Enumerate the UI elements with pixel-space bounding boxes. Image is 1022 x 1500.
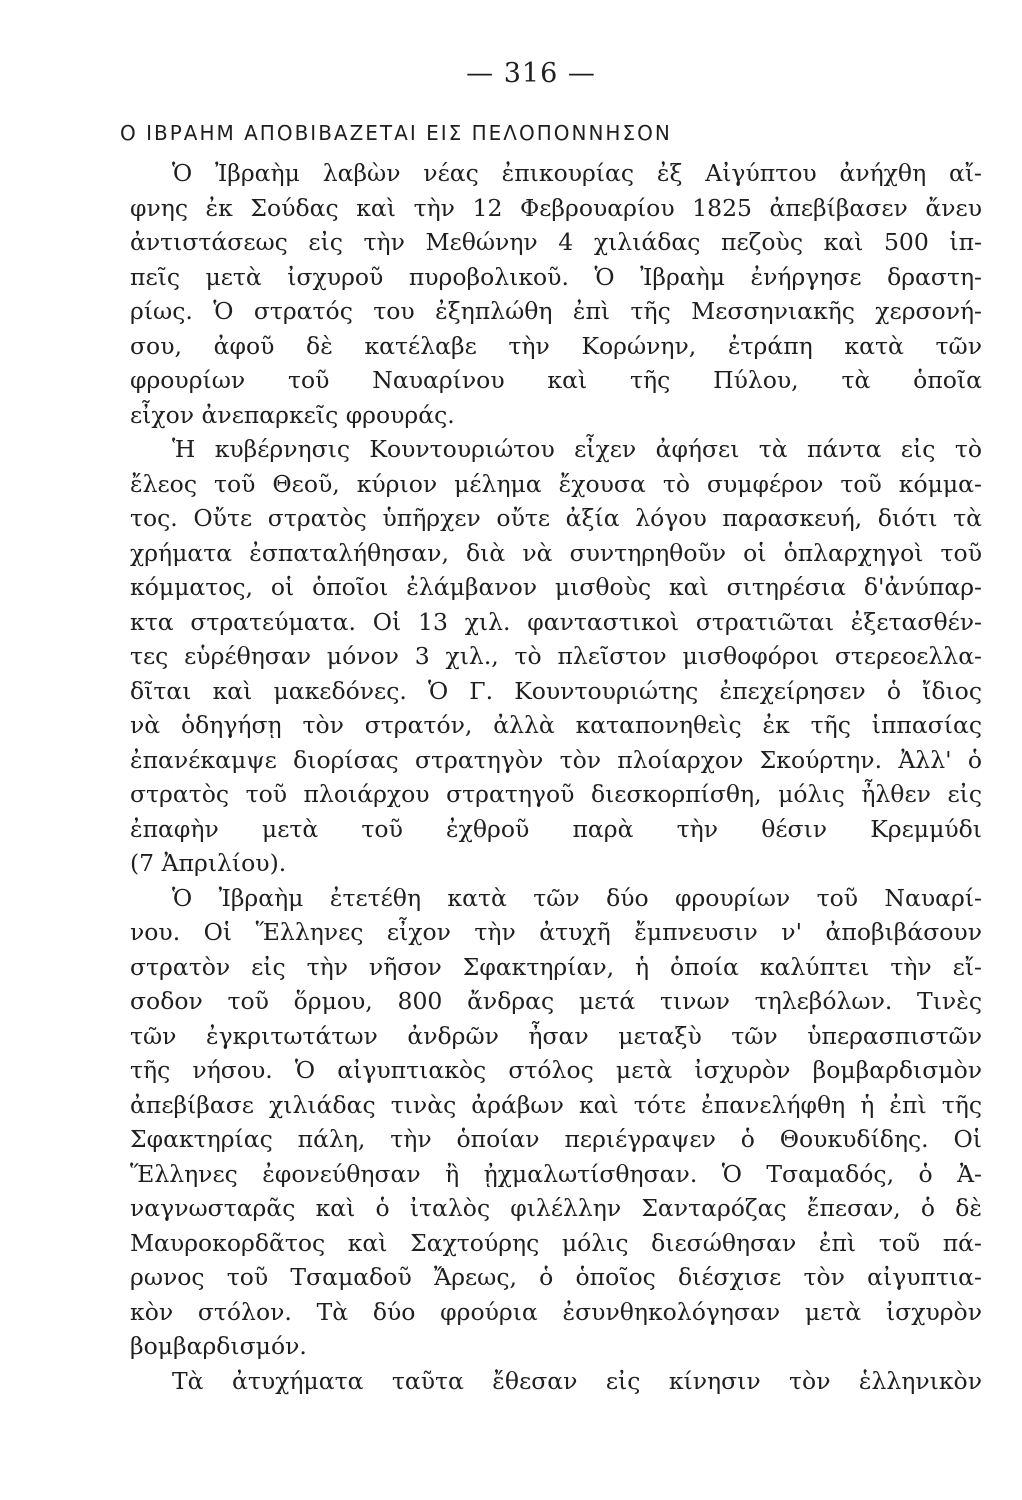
text-line: ρίως. Ὁ στρατός του ἐξηπλώθη ἐπὶ τῆς Μεσσηνιακῆς χερσονή- bbox=[130, 297, 982, 325]
text-line: Τὰ ἀτυχήματα ταῦτα ἔθεσαν εἰς κίνησιν τὸν ἑλληνικὸν bbox=[172, 1366, 982, 1395]
text-line: τῶν ἐγκριτωτάτων ἀνδρῶν ἦσαν μεταξὺ τῶν ὑπερασπιστῶν bbox=[130, 1021, 982, 1050]
text-line: πεῖς μετὰ ἰσχυροῦ πυροβολικοῦ. Ὁ Ἰβραὴμ ἐνήργησε δραστη- bbox=[130, 262, 982, 291]
text-line: ναγνωσταρᾶς καὶ ὁ ἰταλὸς φιλέλλην Σανταρόζας ἔπεσαν, ὁ δὲ bbox=[130, 1194, 982, 1222]
text-line: (7 Ἀπριλίου). bbox=[130, 849, 287, 877]
text-line: στρατὸν εἰς τὴν νῆσον Σφακτηρίαν, ἡ ὁποία καλύπτει τὴν εἴ- bbox=[130, 952, 982, 981]
text-line: Ὁ Ἰβραὴμ λαβὼν νέας ἐπικουρίας ἐξ Αἰγύπτου ἀνήχθη αἴ- bbox=[172, 159, 982, 187]
text-line: ἔλεος τοῦ Θεοῦ, κύριον μέλημα ἔχουσα τὸ συμφέρον τοῦ κόμμα- bbox=[130, 469, 982, 498]
text-line: χρήματα ἐσπαταλήθησαν, διὰ νὰ συντηρηθοῦν οἱ ὁπλαρχηγοὶ τοῦ bbox=[130, 538, 982, 567]
text-line: ἀπεβίβασε χιλιάδας τινὰς ἀράβων καὶ τότε ἐπανελήφθη ἡ ἐπὶ τῆς bbox=[130, 1090, 982, 1119]
text-line: κὸν στόλον. Τὰ δύο φρούρια ἐσυνθηκολόγησαν μετὰ ἰσχυρὸν bbox=[130, 1297, 982, 1326]
text-line: ἀντιστάσεως εἰς τὴν Μεθώνην 4 χιλιάδας πεζοὺς καὶ 500 ἱπ- bbox=[130, 228, 982, 256]
body-text bbox=[130, 156, 982, 1398]
text-line: Ἡ κυβέρνησις Κουντουριώτου εἶχεν ἀφήσει τὰ πάντα εἰς τὸ bbox=[172, 435, 982, 463]
text-line: εἶχον ἀνεπαρκεῖς φρουράς. bbox=[130, 400, 455, 429]
text-line: δῖται καὶ μακεδόνες. Ὁ Γ. Κουντουριώτης ἐπεχείρησεν ὁ ἴδιος bbox=[130, 676, 982, 705]
text-line: σου, ἀφοῦ δὲ κατέλαβε τὴν Κορώνην, ἐτράπη κατὰ τῶν bbox=[130, 331, 982, 360]
section-heading: Ο ΙΒΡΑΗΜ ΑΠΟΒΙΒΑΖΕΤΑΙ ΕΙΣ ΠΕΛΟΠΟΝΝΗΣΟΝ bbox=[120, 121, 672, 145]
text-line: τῆς νήσου. Ὁ αἰγυπτιακὸς στόλος μετὰ ἰσχυρὸν βομβαρδισμὸν bbox=[130, 1056, 982, 1084]
text-line: στρατὸς τοῦ πλοιάρχου στρατηγοῦ διεσκορπίσθη, μόλις ἦλθεν εἰς bbox=[130, 780, 982, 808]
text-line: Μαυροκορδᾶτος καὶ Σαχτούρης μόλις διεσώθησαν ἐπὶ τοῦ πά- bbox=[130, 1228, 982, 1257]
text-line: ρωνος τοῦ Τσαμαδοῦ Ἄρεως, ὁ ὁποῖος διέσχισε τὸν αἰγυπτια- bbox=[130, 1263, 982, 1291]
text-line: ἐπαφὴν μετὰ τοῦ ἐχθροῦ παρὰ τὴν θέσιν Κρεμμύδι bbox=[130, 814, 982, 843]
text-line: κόμματος, οἱ ὁποῖοι ἐλάμβανον μισθοὺς καὶ σιτηρέσια δ'ἀνύπαρ- bbox=[130, 573, 982, 601]
text-line: τες εὑρέθησαν μόνον 3 χιλ., τὸ πλεῖστον μισθοφόροι στερεοελλα- bbox=[130, 642, 982, 670]
text-line: φρουρίων τοῦ Ναυαρίνου καὶ τῆς Πύλου, τὰ ὁποῖα bbox=[130, 366, 982, 394]
page-number: — 316 — bbox=[466, 58, 596, 89]
text-line: βομβαρδισμόν. bbox=[130, 1332, 307, 1360]
text-line: ἐπανέκαμψε διορίσας στρατηγὸν τὸν πλοίαρχον Σκούρτην. Ἀλλ' ὁ bbox=[130, 745, 982, 774]
text-line: νὰ ὁδηγήσῃ τὸν στρατόν, ἀλλὰ καταπονηθεὶς ἐκ τῆς ἱππασίας bbox=[130, 711, 982, 739]
text-line: κτα στρατεύματα. Οἱ 13 χιλ. φανταστικοὶ στρατιῶται ἐξετασθέν- bbox=[130, 607, 982, 636]
text-line: Ἕλληνες ἐφονεύθησαν ἢ ᾐχμαλωτίσθησαν. Ὁ Τσαμαδός, ὁ Ἀ- bbox=[130, 1159, 982, 1188]
text-line: Ὁ Ἰβραὴμ ἐτετέθη κατὰ τῶν δύο φρουρίων τοῦ Ναυαρί- bbox=[172, 883, 982, 912]
text-line: φνης ἐκ Σούδας καὶ τὴν 12 Φεβρουαρίου 1825 ἀπεβίβασεν ἄνευ bbox=[130, 193, 982, 222]
text-line: τος. Οὔτε στρατὸς ὑπῆρχεν οὔτε ἀξία λόγου παρασκευή, διότι τὰ bbox=[130, 504, 982, 532]
text-line: νου. Οἱ Ἕλληνες εἶχον τὴν ἀτυχῆ ἔμπνευσιν ν' ἀποβιβάσουν bbox=[130, 918, 982, 946]
text-line: Σφακτηρίας πάλη, τὴν ὁποίαν περιέγραψεν ὁ Θουκυδίδης. Οἱ bbox=[130, 1125, 982, 1153]
text-line: σοδον τοῦ ὅρμου, 800 ἄνδρας μετά τινων τηλεβόλων. Τινὲς bbox=[130, 987, 982, 1015]
